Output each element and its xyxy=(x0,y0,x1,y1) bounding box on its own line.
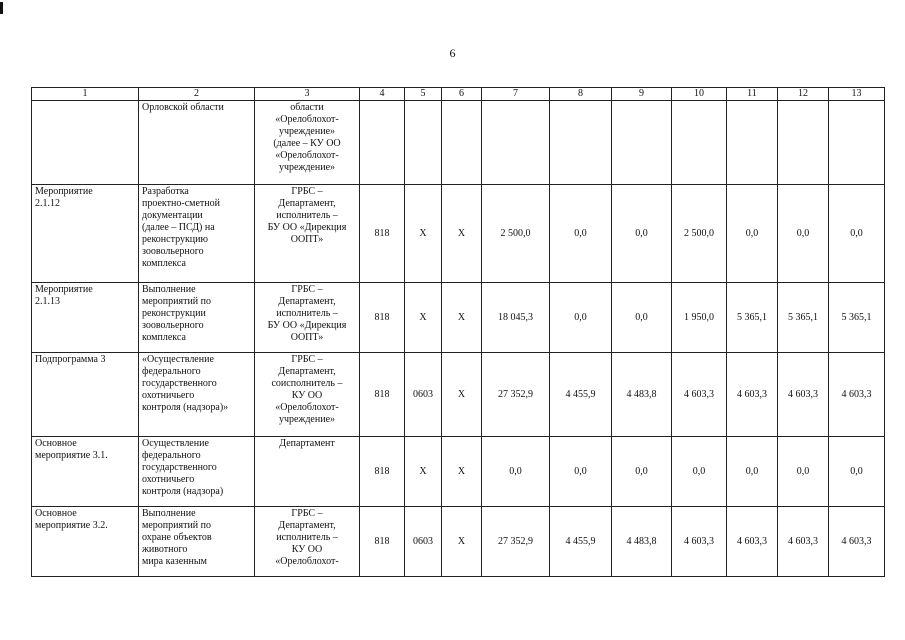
cell-col12: 4 603,3 xyxy=(778,353,829,437)
cell-col13: 4 603,3 xyxy=(829,353,885,437)
row-description-cell: Выполнение мероприятий по охране объектов животного мира казенным xyxy=(139,507,255,577)
table-row xyxy=(32,185,885,283)
cell-col11: 0,0 xyxy=(727,185,778,283)
cell-col8: 4 455,9 xyxy=(550,507,612,577)
cell-col5: Х xyxy=(405,437,442,507)
column-header: 12 xyxy=(778,88,829,101)
table-row xyxy=(32,353,885,437)
cell-col5: Х xyxy=(405,185,442,283)
cell-col4: 818 xyxy=(360,185,405,283)
cell-col12: 5 365,1 xyxy=(778,283,829,353)
table-row xyxy=(32,101,885,185)
row-description-cell: «Осуществление федерального государственного охотничьего контроля (надзора)» xyxy=(139,353,255,437)
row-executor-cell: области «Орелоблохот- учреждение» (далее – КУ ОО «Орелоблохот- учреждение» xyxy=(255,101,360,185)
row-name-cell: Мероприятие 2.1.13 xyxy=(32,283,139,353)
cell-col10 xyxy=(672,101,727,185)
cell-col7: 27 352,9 xyxy=(482,507,550,577)
cell-col6: Х xyxy=(442,283,482,353)
cell-col10: 0,0 xyxy=(672,437,727,507)
cell-col5: 0603 xyxy=(405,507,442,577)
cell-col13 xyxy=(829,101,885,185)
cell-col12: 0,0 xyxy=(778,185,829,283)
row-executor-cell: Департамент xyxy=(255,437,360,507)
cell-col4: 818 xyxy=(360,507,405,577)
cell-col4: 818 xyxy=(360,353,405,437)
table-row xyxy=(32,507,885,577)
cell-col12: 4 603,3 xyxy=(778,507,829,577)
cell-col6: Х xyxy=(442,353,482,437)
cell-col7 xyxy=(482,101,550,185)
row-description-cell: Разработка проектно-сметной документации (далее – ПСД) на реконструкцию зоовольерного комплекса xyxy=(139,185,255,283)
page-number: 6 xyxy=(449,46,456,60)
row-name-cell: Основное мероприятие 3.2. xyxy=(32,507,139,577)
column-header: 3 xyxy=(255,88,360,101)
cell-col6: Х xyxy=(442,185,482,283)
cell-col10: 4 603,3 xyxy=(672,353,727,437)
row-executor-cell: ГРБС – Департамент, соисполнитель – КУ ОО «Орелоблохот- учреждение» xyxy=(255,353,360,437)
cell-col7: 27 352,9 xyxy=(482,353,550,437)
cell-col9 xyxy=(612,101,672,185)
column-header: 11 xyxy=(727,88,778,101)
cell-col9: 0,0 xyxy=(612,437,672,507)
row-description-cell: Выполнение мероприятий по реконструкции зоовольерного комплекса xyxy=(139,283,255,353)
column-header: 1 xyxy=(32,88,139,101)
cell-col10: 4 603,3 xyxy=(672,507,727,577)
cell-col10: 2 500,0 xyxy=(672,185,727,283)
cell-col7: 0,0 xyxy=(482,437,550,507)
row-name-cell: Основное мероприятие 3.1. xyxy=(32,437,139,507)
cell-col8: 0,0 xyxy=(550,437,612,507)
table-header-row xyxy=(32,88,885,101)
column-header: 5 xyxy=(405,88,442,101)
cell-col12: 0,0 xyxy=(778,437,829,507)
cell-col6 xyxy=(442,101,482,185)
column-header: 8 xyxy=(550,88,612,101)
cell-col11: 0,0 xyxy=(727,437,778,507)
column-header: 9 xyxy=(612,88,672,101)
cell-col6: Х xyxy=(442,507,482,577)
scan-artifact-mark xyxy=(0,2,3,14)
row-executor-cell: ГРБС – Департамент, исполнитель – БУ ОО «Дирекция ООПТ» xyxy=(255,185,360,283)
column-header: 2 xyxy=(139,88,255,101)
cell-col9: 4 483,8 xyxy=(612,507,672,577)
cell-col4: 818 xyxy=(360,283,405,353)
cell-col13: 0,0 xyxy=(829,437,885,507)
cell-col6: Х xyxy=(442,437,482,507)
cell-col11: 4 603,3 xyxy=(727,353,778,437)
cell-col13: 5 365,1 xyxy=(829,283,885,353)
cell-col10: 1 950,0 xyxy=(672,283,727,353)
cell-col4: 818 xyxy=(360,437,405,507)
row-name-cell: Мероприятие 2.1.12 xyxy=(32,185,139,283)
row-executor-cell: ГРБС – Департамент, исполнитель – КУ ОО «Орелоблохот- xyxy=(255,507,360,577)
cell-col5 xyxy=(405,101,442,185)
cell-col11: 5 365,1 xyxy=(727,283,778,353)
cell-col11 xyxy=(727,101,778,185)
cell-col12 xyxy=(778,101,829,185)
cell-col8 xyxy=(550,101,612,185)
cell-col5: Х xyxy=(405,283,442,353)
cell-col4 xyxy=(360,101,405,185)
column-header: 6 xyxy=(442,88,482,101)
cell-col9: 4 483,8 xyxy=(612,353,672,437)
row-executor-cell: ГРБС – Департамент, исполнитель – БУ ОО «Дирекция ООПТ» xyxy=(255,283,360,353)
column-header: 4 xyxy=(360,88,405,101)
row-name-cell xyxy=(32,101,139,185)
cell-col7: 2 500,0 xyxy=(482,185,550,283)
cell-col8: 0,0 xyxy=(550,185,612,283)
cell-col8: 0,0 xyxy=(550,283,612,353)
row-description-cell: Осуществление федерального государственного охотничьего контроля (надзора) xyxy=(139,437,255,507)
cell-col8: 4 455,9 xyxy=(550,353,612,437)
column-header: 7 xyxy=(482,88,550,101)
table-row xyxy=(32,283,885,353)
budget-table xyxy=(31,87,885,577)
cell-col11: 4 603,3 xyxy=(727,507,778,577)
cell-col7: 18 045,3 xyxy=(482,283,550,353)
row-name-cell: Подпрограмма 3 xyxy=(32,353,139,437)
column-header: 10 xyxy=(672,88,727,101)
cell-col13: 4 603,3 xyxy=(829,507,885,577)
cell-col9: 0,0 xyxy=(612,185,672,283)
cell-col13: 0,0 xyxy=(829,185,885,283)
row-description-cell: Орловской области xyxy=(139,101,255,185)
table-row xyxy=(32,437,885,507)
column-header: 13 xyxy=(829,88,885,101)
cell-col5: 0603 xyxy=(405,353,442,437)
cell-col9: 0,0 xyxy=(612,283,672,353)
